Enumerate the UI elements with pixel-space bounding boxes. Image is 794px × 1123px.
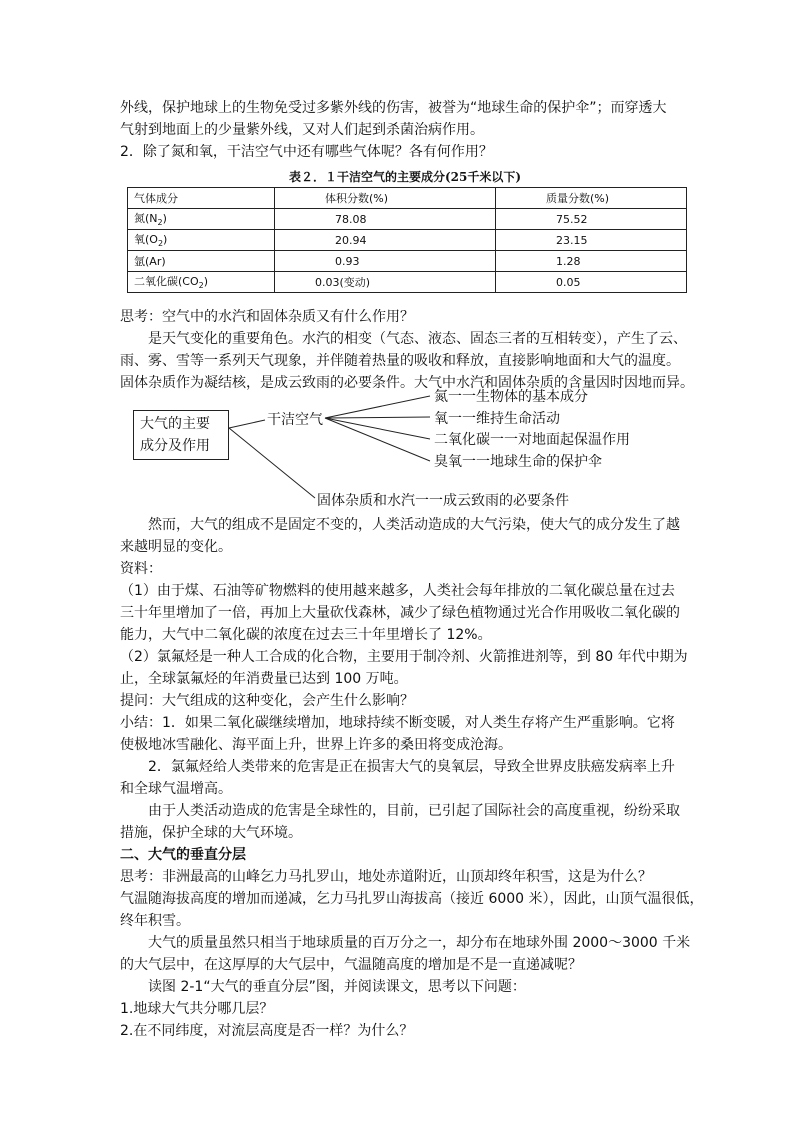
table-row xyxy=(128,209,687,230)
volume-cell: 0.93 xyxy=(275,251,496,272)
text-line: 措施，保护全球的大气环境。 xyxy=(120,825,302,841)
material-line: 三十年里增加了一倍，再加上大量砍伐森林，减少了绿色植物通过光合作用吸收二氧化碳的 xyxy=(120,605,680,621)
clean-air-label: 干洁空气 xyxy=(267,412,323,428)
question-item: 1.地球大气共分哪几层？ xyxy=(120,1001,274,1017)
mass-cell: 75.52 xyxy=(496,209,687,230)
branch-label: 臭氧一一地球生命的保护伞 xyxy=(434,454,602,470)
material-label: 资料： xyxy=(120,561,162,577)
summary-line: 使极地冰雪融化、海平面上升，世界上许多的桑田将变成沧海。 xyxy=(120,737,512,753)
summary-line: 小结：1．如果二氧化碳继续增加，地球持续不断变暖，对人类生存将产生严重影响。它将 xyxy=(120,715,675,731)
solid-label: 固体杂质和水汽一一成云致雨的必要条件 xyxy=(317,493,569,509)
text-line: 然而，大气的组成不是固定不变的，人类活动造成的大气污染，使大气的成分发生了越 xyxy=(148,517,680,533)
volume-cell: 78.08 xyxy=(275,209,496,230)
mass-cell: 23.15 xyxy=(496,230,687,251)
table-caption: 表２．１干洁空气的主要成分(25千米以下) xyxy=(288,170,522,184)
text-line: 雨、雾、雪等一系列天气现象，并伴随着热量的吸收和释放，直接影响地面和大气的温度。 xyxy=(120,353,680,369)
material-line: 止，全球氯氟烃的年消费量已达到 100 万吨。 xyxy=(120,671,408,687)
text-line: 是天气变化的重要角色。水汽的相变（气态、液态、固态三者的互相转变），产生了云、 xyxy=(148,331,687,347)
material-line: （1）由于煤、石油等矿物燃料的使用越来越多，人类社会每年排放的二氧化碳总量在过去 xyxy=(120,583,675,599)
question-item: 2.在不同纬度，对流层高度是否一样？为什么？ xyxy=(120,1023,414,1039)
branch-label: 二氧化碳一一对地面起保温作用 xyxy=(434,432,630,448)
text-line: 大气的质量虽然只相当于地球质量的百万分之一，却分布在地球外围 2000～3000 千米 xyxy=(148,935,691,951)
table-header: 体积分数(%) xyxy=(275,188,496,209)
table-header-row xyxy=(128,188,687,209)
text-line: 外线，保护地球上的生物免受过多紫外线的伤害，被誉为“地球生命的保护伞”；而穿透大 xyxy=(120,100,667,116)
diagram-title-box xyxy=(133,410,229,460)
think-line: 思考：非洲最高的山峰乞力马扎罗山，地处赤道附近，山顶却终年积雪，这是为什么？ xyxy=(120,869,652,885)
text-line: 气温随海拔高度的增加而递减，乞力马扎罗山海拔高（接近 6000 米），因此，山顶气温很低， xyxy=(120,891,704,907)
gas-cell: 二氧化碳$(CO_2)$ xyxy=(128,272,275,293)
volume-cell: 20.94 xyxy=(275,230,496,251)
branch-label: 氮一一生物体的基本成分 xyxy=(434,389,588,405)
box-line: 大气的主要 xyxy=(140,416,210,432)
table-row xyxy=(128,272,687,293)
gas-cell: 氧$(O_2)$ xyxy=(128,230,275,251)
gas-cell: 氩(Ar) xyxy=(128,251,275,272)
text-line: 终年积雪。 xyxy=(120,913,190,929)
volume-cell: 0.03(变动) xyxy=(275,272,496,293)
gas-cell: 氮$(N_2)$ xyxy=(128,209,275,230)
text-line: 由于人类活动造成的危害是全球性的，目前，已引起了国际社会的高度重视，纷纷采取 xyxy=(148,803,680,819)
branch-label: 氧一一维持生命活动 xyxy=(434,411,560,427)
table-header: 质量分数(%) xyxy=(496,188,687,209)
text-line: 的大气层中，在这厚厚的大气层中，气温随高度的增加是不是一直递减呢？ xyxy=(120,957,582,973)
material-line: 能力，大气中二氧化碳的浓度在过去三十年里增长了 12%。 xyxy=(120,627,492,643)
text-line: 来越明显的变化。 xyxy=(120,539,232,555)
text-line: 读图 2-1“大气的垂直分层”图，并阅读课文，思考以下问题： xyxy=(148,979,526,995)
box-line: 成分及作用 xyxy=(140,438,210,454)
table-row xyxy=(128,230,687,251)
mass-cell: 0.05 xyxy=(496,272,687,293)
text-line: 气射到地面上的少量紫外线，又对人们起到杀菌治病作用。 xyxy=(120,122,484,138)
mass-cell: 1.28 xyxy=(496,251,687,272)
summary-line: 和全球气温增高。 xyxy=(120,781,232,797)
table-header: 气体成分 xyxy=(128,188,275,209)
think-line: 思考：空气中的水汽和固体杂质又有什么作用？ xyxy=(120,309,414,325)
table-row xyxy=(128,251,687,272)
air-composition-table xyxy=(127,187,687,293)
question-line: 2．除了氮和氧，干洁空气中还有哪些气体呢？各有何作用？ xyxy=(120,144,493,160)
material-line: （2）氯氟烃是一种人工合成的化合物，主要用于制冷剂、火箭推进剂等，到 80 年代中期为 xyxy=(120,649,688,665)
summary-line: 2．氯氟烃给人类带来的危害是正在损害大气的臭氧层，导致全世界皮肤癌发病率上升 xyxy=(148,759,675,775)
section-title: 二、大气的垂直分层 xyxy=(120,847,246,863)
composition-diagram xyxy=(120,384,690,512)
question-line: 提问：大气组成的这种变化，会产生什么影响？ xyxy=(120,693,414,709)
text-line: 固体杂质作为凝结核，是成云致雨的必要条件。大气中水汽和固体杂质的含量因时因地而异。 xyxy=(120,375,694,391)
